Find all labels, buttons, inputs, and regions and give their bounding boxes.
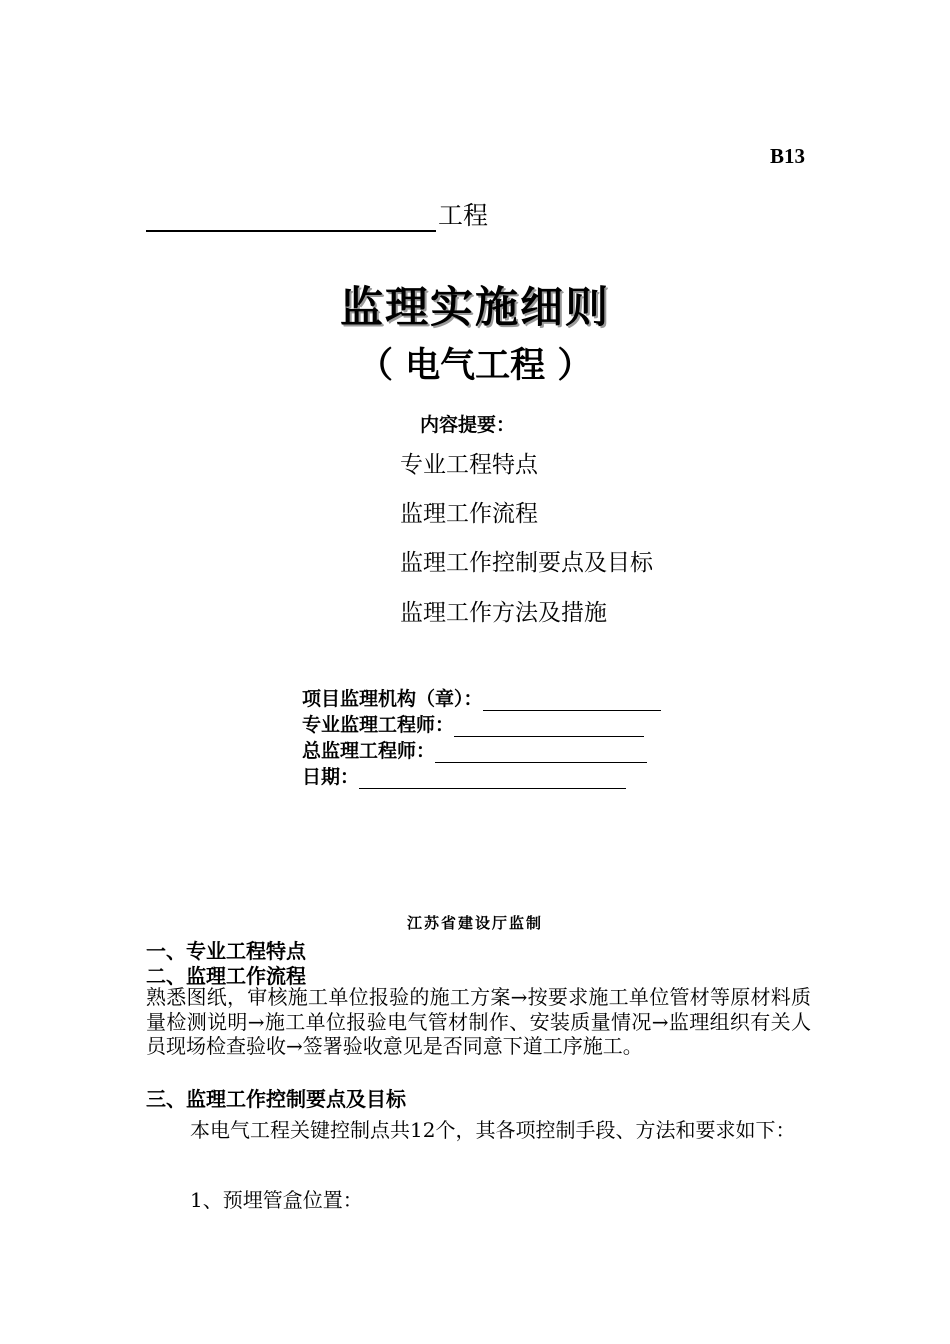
signature-chief-line xyxy=(302,736,647,763)
summary-item: 监理工作流程 xyxy=(400,501,538,527)
signature-org-label: 项目监理机构（章）： xyxy=(302,688,483,710)
summary-item: 专业工程特点 xyxy=(400,452,538,478)
issuer-label: 江苏省建设厅监制 xyxy=(406,914,543,932)
signature-org-line xyxy=(302,684,661,711)
signature-chief-label: 总监理工程师： xyxy=(302,740,436,762)
signature-date-line xyxy=(302,762,626,789)
section-3-item-1: 1、预埋管盒位置： xyxy=(190,1188,363,1212)
section-2-body: 熟悉图纸，审核施工单位报验的施工方案→按要求施工单位管材等原材料质量检测说明→施工单位报验电气管材制作、安装质量情况→监理组织有关人员现场检查验收→签署验收意见是否同意下道工序施工。 xyxy=(146,985,811,1058)
project-suffix: 工程 xyxy=(438,201,489,230)
main-title: 监理实施细则 xyxy=(340,283,610,333)
project-name-line xyxy=(146,196,488,232)
summary-label: 内容提要： xyxy=(420,414,516,436)
signature-org-blank xyxy=(483,692,661,711)
section-1-heading: 一、专业工程特点 xyxy=(146,939,306,963)
signature-date-label: 日期： xyxy=(302,766,360,788)
summary-item: 监理工作方法及措施 xyxy=(400,600,607,626)
signature-specialist-line xyxy=(302,710,644,737)
signature-chief-blank xyxy=(435,744,647,763)
signature-specialist-blank xyxy=(454,718,644,737)
signature-specialist-label: 专业监理工程师： xyxy=(302,714,455,736)
section-3-body: 本电气工程关键控制点共12个，其各项控制手段、方法和要求如下： xyxy=(190,1118,796,1142)
project-name-blank xyxy=(146,206,436,232)
section-2-heading: 二、监理工作流程 xyxy=(146,964,306,988)
summary-item: 监理工作控制要点及目标 xyxy=(400,550,653,576)
section-3-heading: 三、监理工作控制要点及目标 xyxy=(146,1087,406,1111)
sub-title: （ 电气工程 ） xyxy=(358,346,593,386)
signature-date-blank xyxy=(359,770,626,789)
document-code: B13 xyxy=(770,144,806,168)
